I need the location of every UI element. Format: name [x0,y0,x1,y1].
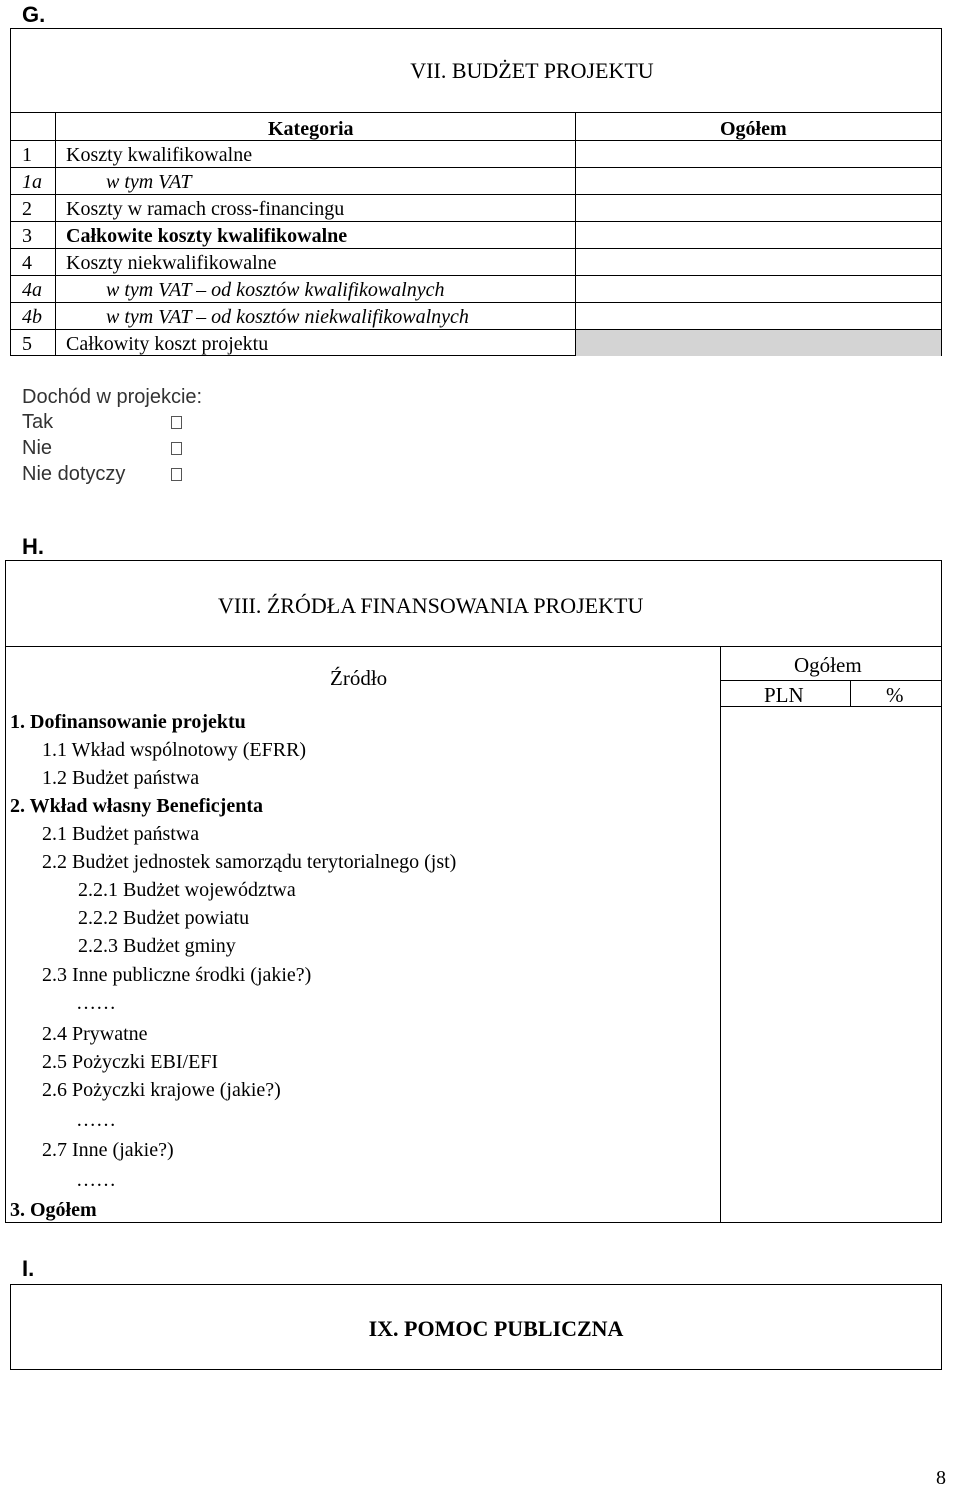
budget-row-number: 1 [22,144,32,166]
financing-title: VIII. ŹRÓDŁA FINANSOWANIA PROJEKTU [218,593,644,618]
financing-row-label: …… [76,1109,116,1131]
budget-row-ogolem-cell[interactable] [576,141,941,167]
financing-row-label: …… [76,1169,116,1191]
budget-row-label: Całkowity koszt projektu [66,333,269,355]
budget-row-label: w tym VAT [106,171,192,193]
financing-row-label: 2.7 Inne (jakie?) [42,1139,174,1161]
financing-row-label: 2.3 Inne publiczne środki (jakie?) [42,964,312,986]
budget-row-number: 5 [22,333,32,355]
financing-row-label: 1.2 Budżet państwa [42,767,200,789]
header-ogolem: Ogółem [720,118,787,140]
financing-row-label: 2.2.1 Budżet województwa [78,879,296,901]
budget-row-label: Koszty niekwalifikowalne [66,252,277,274]
financing-row-label: 3. Ogółem [10,1199,97,1221]
budget-row-label: w tym VAT – od kosztów kwalifikowalnych [106,279,445,301]
budget-row-number: 2 [22,198,32,220]
financing-row-label: 2.2.3 Budżet gminy [78,935,236,957]
financing-row-label: 2. Wkład własny Beneficjenta [10,795,263,817]
header-zrodlo: Źródło [330,666,388,690]
budget-row-label: Koszty kwalifikowalne [66,144,253,166]
financing-row-label: 1. Dofinansowanie projektu [10,711,246,733]
page-number: 8 [936,1467,946,1489]
section-g-letter: G. [22,2,46,27]
financing-row-label: 2.2.2 Budżet powiatu [78,907,250,929]
budget-row-ogolem-cell[interactable] [576,222,941,248]
financing-row-label: 1.1 Wkład wspólnotowy (EFRR) [42,739,307,761]
income-option-label: Tak [22,411,54,433]
income-option-label: Nie dotyczy [22,463,126,485]
budget-row-ogolem-cell[interactable] [576,168,941,194]
budget-row-number: 3 [22,225,32,247]
budget-row-label: w tym VAT – od kosztów niekwalifikowalnych [106,306,469,328]
public-aid-title: IX. POMOC PUBLICZNA [368,1316,624,1341]
budget-row-ogolem-cell[interactable] [576,249,941,275]
header-pln: PLN [764,683,804,707]
header-percent: % [886,683,904,707]
budget-row-ogolem-cell[interactable] [576,330,941,356]
income-option-label: Nie [22,437,53,459]
financing-row-label: …… [76,992,116,1014]
section-h-letter: H. [22,534,44,559]
budget-row-number: 4b [22,306,42,328]
header-ogolem-h: Ogółem [794,653,862,677]
budget-row-ogolem-cell[interactable] [576,276,941,302]
budget-row-number: 4 [22,252,32,274]
budget-row-label: Koszty w ramach cross-financingu [66,198,345,220]
budget-row-ogolem-cell[interactable] [576,303,941,329]
income-option-checkbox[interactable] [171,442,182,455]
budget-row-number: 1a [22,171,42,193]
section-i-letter: I. [22,1256,35,1281]
budget-title: VII. BUDŻET PROJEKTU [410,58,654,83]
financing-row-label: 2.5 Pożyczki EBI/EFI [42,1051,219,1073]
income-option-checkbox[interactable] [171,416,182,429]
budget-row-label: Całkowite koszty kwalifikowalne [66,225,348,247]
financing-row-label: 2.2 Budżet jednostek samorządu terytorialnego (jst) [42,851,457,873]
budget-row-ogolem-cell[interactable] [576,195,941,221]
financing-row-label: 2.4 Prywatne [42,1023,148,1045]
income-label: Dochód w projekcie: [22,386,203,408]
budget-row-number: 4a [22,279,42,301]
financing-row-label: 2.6 Pożyczki krajowe (jakie?) [42,1079,281,1101]
income-option-checkbox[interactable] [171,468,182,481]
header-kategoria: Kategoria [268,118,354,140]
financing-row-label: 2.1 Budżet państwa [42,823,200,845]
